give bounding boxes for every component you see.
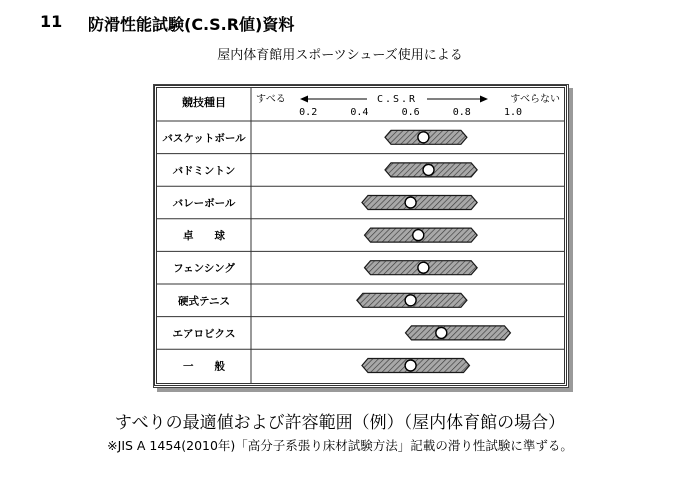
axis-tick-label: 0.2	[299, 107, 318, 118]
csr-optimal-marker	[405, 197, 416, 208]
sport-label: 一 般	[183, 360, 225, 373]
axis-nonslip-label: すべらない	[510, 94, 560, 105]
sport-label: 硬式テニス	[177, 295, 231, 308]
csr-optimal-marker	[413, 230, 424, 241]
axis-center-label: C.S.R	[376, 94, 418, 105]
sport-label: 卓 球	[183, 230, 225, 243]
sport-label: エアロビクス	[172, 327, 236, 340]
csr-range-chart	[154, 85, 568, 387]
sport-label: フェンシング	[173, 262, 235, 275]
column-header: 競技種目	[182, 96, 226, 109]
subtitle: 屋内体育館用スポーツシューズ使用による	[217, 48, 463, 63]
csr-optimal-marker	[418, 262, 429, 273]
section-heading	[0, 12, 680, 34]
csr-optimal-marker	[418, 132, 429, 143]
sport-label: バレーボール	[172, 197, 236, 210]
section-title: 防滑性能試験(C.S.R値)資料	[88, 15, 295, 34]
sport-label: バドミントン	[172, 164, 236, 177]
axis-arrow-right-head	[480, 96, 488, 103]
figure-caption: すべりの最適値および許容範囲（例）（屋内体育館の場合）	[114, 413, 566, 433]
axis-tick-label: 0.4	[350, 107, 369, 118]
axis-tick-label: 1.0	[503, 107, 523, 118]
csr-optimal-marker	[423, 164, 434, 175]
axis-arrow-left-head	[300, 96, 308, 103]
axis-tick-label: 0.8	[452, 107, 471, 118]
csr-optimal-marker	[405, 295, 416, 306]
csr-range-figure	[153, 84, 569, 388]
axis-slippery-label: すべる	[256, 94, 286, 105]
axis-tick-label: 0.6	[401, 107, 420, 118]
csr-optimal-marker	[436, 327, 447, 338]
csr-optimal-marker	[405, 360, 416, 371]
section-number: 11	[40, 12, 63, 31]
csr-range-bar	[362, 196, 477, 210]
csr-range-bar	[405, 326, 510, 340]
standard-note: ※JIS A 1454(2010年)「高分子系張り床材試験方法」記載の滑り性試験に準ずる。	[107, 438, 573, 453]
sport-label: バスケットボール	[162, 132, 246, 145]
